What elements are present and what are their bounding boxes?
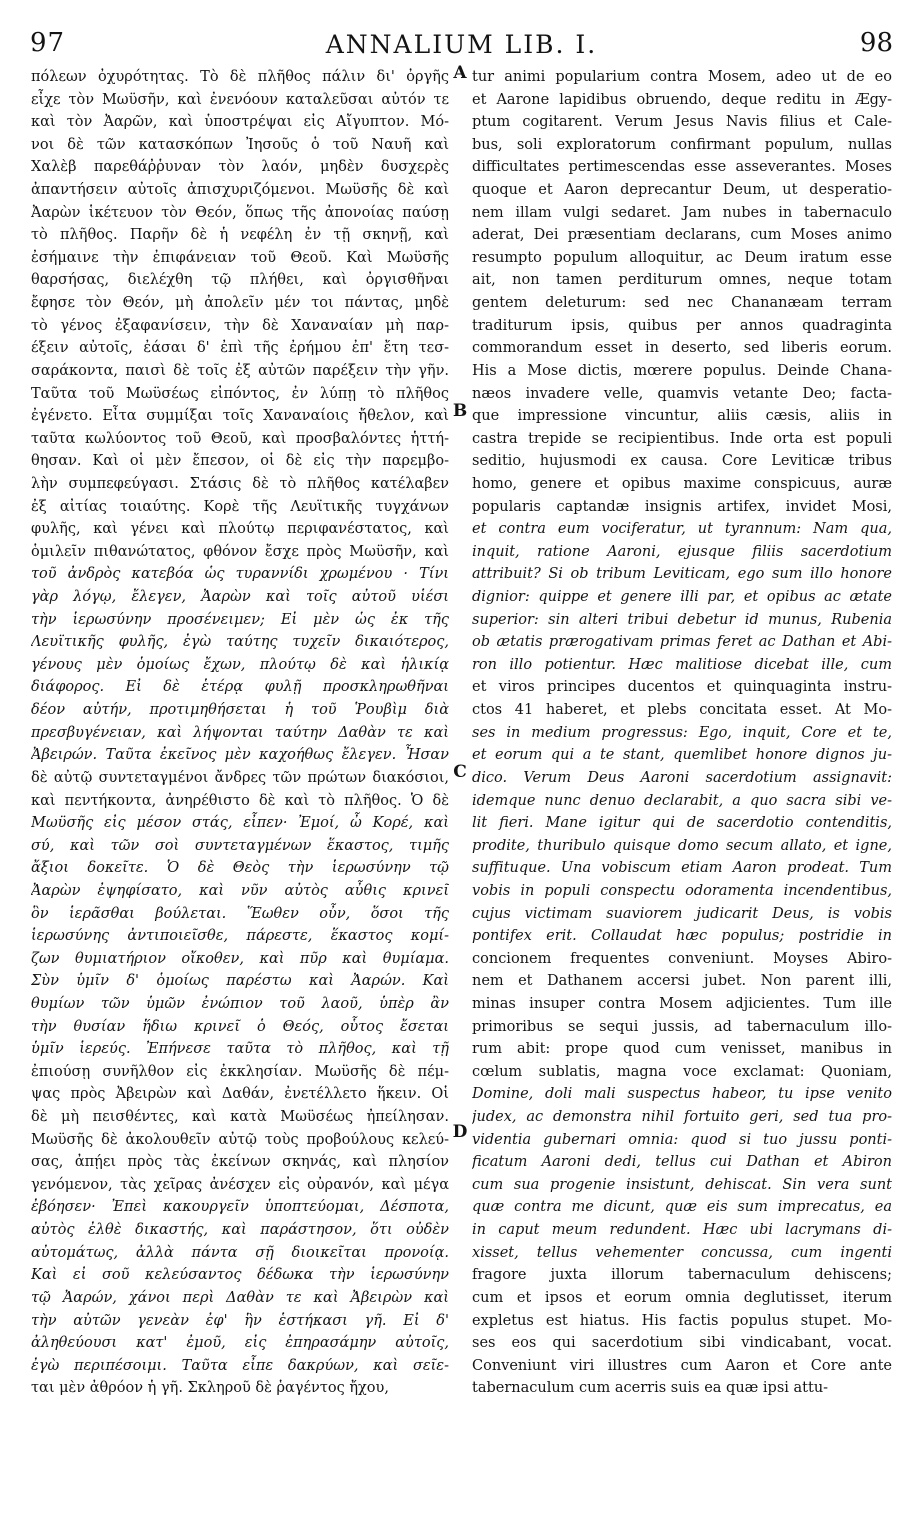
- greek-text-line: τὸ γένος ἐξαφανίσειν, τὴν δὲ Χαναναίαν μὴ παρ-: [31, 317, 449, 334]
- latin-text-line: cum sua progenie insistunt, dehiscat. Sin vera sunt: [472, 1176, 892, 1193]
- latin-text-line: cum et ipsos et eorum omnia deglutisset, iterum: [472, 1289, 892, 1306]
- latin-text-line: traditurum ipsis, quibus per annos quadraginta: [472, 317, 892, 334]
- latin-text-line: fragore juxta illorum tabernaculum dehiscens;: [472, 1267, 892, 1284]
- greek-text-line: γενόμενον, τὰς χεῖρας ἀνέσχεν εἰς οὐρανόν, καὶ μέγα: [31, 1176, 449, 1193]
- latin-text-line: et eorum qui a te stant, quemlibet honore dignos ju-: [472, 747, 892, 764]
- greek-text-line: ὃν ἱερᾶσθαι βούλεται. Ἕωθεν οὖν, ὅσοι τῆς: [31, 905, 449, 922]
- latin-text-line: tabernaculum cum acerris suis ea quæ ipsi attu-: [472, 1380, 829, 1397]
- greek-text-line: Μωϋσῆς δὲ ἀκολουθεῖν αὐτῷ τοὺς προβούλους κελεύ-: [31, 1131, 449, 1148]
- greek-text-line: αὐτὸς ἐλθὲ δικαστής, καὶ παράστησον, ὅτι οὐδὲν: [31, 1222, 449, 1239]
- latin-text-line: Domine, doli mali suspectus habeor, tu ipse venito: [472, 1086, 892, 1103]
- latin-text-line: in caput meum redundent. Hæc ubi lacrymans di-: [472, 1222, 892, 1239]
- page-number-left: 97: [30, 28, 66, 58]
- latin-text-line: His a Mose dictis, mœrere populus. Deinde Chana-: [472, 362, 892, 379]
- section-marker-c: C: [453, 762, 467, 782]
- latin-text-line: seditio, hujusmodi ex causa. Core Leviticæ tribus: [472, 453, 892, 470]
- greek-text-line: Καὶ εἰ σοῦ κελεύσαντος δέδωκα τὴν ἱερωσύνην: [31, 1267, 449, 1284]
- section-marker-b: B: [452, 401, 468, 421]
- greek-text-line: ἀπαντήσειν αὐτοῖς ἀπισχυριζόμενοι. Μωϋσῆς δὲ καὶ: [31, 182, 449, 199]
- greek-text-line: ἐβόησεν· Ἐπεὶ κακουργεῖν ὑποπτεύομαι, Δέσποτα,: [31, 1199, 449, 1216]
- greek-text-line: θαρσήσας, διελέχθη τῷ πλήθει, καὶ ὀργισθῆναι: [31, 272, 449, 289]
- latin-text-line: commorandum esset in deserto, sed liberis eorum.: [472, 340, 892, 357]
- greek-text-line: Σὺν ὑμῖν δ' ὁμοίως παρέστω καὶ Ἀαρών. Καὶ: [31, 973, 449, 990]
- latin-text-line: expletus est hiatus. His factis populus stupet. Mo-: [472, 1312, 892, 1329]
- page-number-right: 98: [859, 28, 893, 58]
- latin-text-line: et Aarone lapidibus obruendo, deque reditu in Ægy-: [472, 91, 892, 108]
- greek-text-line: ὁμιλεῖν πιθανώτατος, φθόνον ἔσχε πρὸς Μωϋσῆν, καὶ: [31, 543, 449, 560]
- latin-text-line: prodite, thuribulo quisque domo secum allato, et igne,: [472, 837, 892, 854]
- latin-text-line: minas insuper contra Mosem adjicientes. Tum ille: [472, 995, 892, 1012]
- latin-text-line: bus, soli exploratorum confirmant populum, nullas: [472, 136, 892, 153]
- greek-text-line: ἀληθεύουσι κατ' ἐμοῦ, εἰς ἐπηρασάμην αὐτοῖς,: [31, 1335, 449, 1352]
- running-header: [30, 28, 893, 58]
- greek-text-line: ἐπιούσῃ συνῆλθον εἰς ἐκκλησίαν. Μωϋσῆς δὲ πέμ-: [31, 1063, 449, 1080]
- greek-text-line: ἐγένετο. Εἶτα συμμίξαι τοῖς Χαναναίοις ἤθελον, καὶ: [31, 408, 449, 425]
- greek-text-line: Ἀαρὼν ἐψηφίσατο, καὶ νῦν αὐτὸς αὖθις κρινεῖ: [31, 882, 449, 899]
- latin-text-line: pontifex erit. Collaudat hæc populus; postridie in: [472, 928, 892, 945]
- greek-text-line: πρεσβυγένειαν, καὶ λήψονται ταύτην Δαθὰν τε καὶ: [31, 724, 449, 741]
- greek-text-line: αὐτομάτως, ἀλλὰ πάντα σῇ διοικεῖται προνοίᾳ.: [31, 1244, 449, 1261]
- latin-text-line: xisset, tellus vehementer concussa, cum ingenti: [472, 1244, 892, 1261]
- greek-text-line: Ἀβειρών. Ταῦτα ἐκεῖνος μὲν καχοήθως ἔλεγεν. Ἦσαν: [31, 747, 449, 764]
- latin-text-line: rum abit: prope quod cum venisset, manibus in: [472, 1041, 892, 1058]
- greek-text-line: Ἀαρὼν ἱκέτευον τὸν Θεόν, ὅπως τῆς ἀπονοίας παύσῃ: [31, 204, 449, 221]
- greek-text-line: θυμίων τῶν ὑμῶν ἐνώπιον τοῦ λαοῦ, ὑπὲρ ἂν: [31, 995, 449, 1012]
- greek-text-line: τοῦ ἀνδρὸς κατεβόα ὡς τυραννίδι χρωμένου · Τίνι: [31, 566, 449, 583]
- latin-text-line: idemque nunc denuo declarabit, a quo sacra sibi ve-: [472, 792, 892, 809]
- greek-text-line: ται μὲν ἀθρόον ἡ γῆ. Σκληροῦ δὲ ῥαγέντος ἤχου,: [31, 1380, 389, 1397]
- latin-text-line: næos invadere velle, quamvis vetante Deo; facta-: [472, 385, 892, 402]
- latin-text-line: aderat, Dei præsentiam declarans, cum Moses animo: [472, 227, 892, 244]
- greek-column: [31, 66, 449, 1400]
- latin-text-line: ctos 41 haberet, et plebs concitata esset. At Mo-: [472, 702, 892, 719]
- latin-text-line: ses in medium progressus: Ego, inquit, Core et te,: [472, 724, 892, 741]
- greek-text-line: δὲ αὐτῷ συντεταγμένοι ἄνδρες τῶν πρώτων διακόσιοι,: [31, 769, 449, 786]
- greek-text-line: τὴν θυσίαν ἥδιω κρινεῖ ὁ Θεός, οὗτος ἔσεται: [31, 1018, 449, 1035]
- greek-text-line: ἐγὼ περιπέσοιμι. Ταῦτα εἶπε δακρύων, καὶ σεῖε-: [31, 1357, 449, 1374]
- latin-text-line: ron illo potientur. Hæc malitiose dicebat ille, cum: [472, 656, 892, 673]
- greek-text-line: πόλεων ὀχυρότητας. Τὸ δὲ πλῆθος πάλιν δι' ὀργῆς: [31, 69, 449, 85]
- latin-text-line: ficatum Aaroni dedi, tellus cui Dathan et Abiron: [472, 1154, 892, 1171]
- section-marker-d: D: [452, 1122, 468, 1142]
- greek-text-line: γὰρ λόγῳ, ἔλεγεν, Ἀαρὼν καὶ τοῖς αὐτοῦ υἱέσι: [31, 589, 449, 606]
- latin-text-line: ob ætatis prærogativam primas feret ac Dathan et Abi-: [472, 634, 892, 651]
- latin-text-line: difficultates pertimescendas esse asseverantes. Moses: [472, 159, 892, 176]
- latin-text-line: videntia gubernari omnia: quod si tuo jussu ponti-: [472, 1131, 892, 1148]
- latin-text-line: resumpto populum alloquitur, ac Deum iratum esse: [472, 249, 892, 266]
- latin-text-line: nem illam vulgi sedaret. Jam nubes in tabernaculo: [472, 204, 892, 221]
- greek-text-line: σύ, καὶ τῶν σοὶ συντεταγμένων ἕκαστος, τιμῆς: [31, 837, 449, 854]
- latin-text-line: popularis captandæ insignis artifex, invidet Mosi,: [472, 498, 892, 515]
- latin-text-line: primoribus se sequi jussis, ad tabernaculum illo-: [472, 1018, 892, 1035]
- greek-text-line: φυλῆς, καὶ γένει καὶ πλούτῳ περιφανέστατος, καὶ: [31, 521, 449, 538]
- latin-text-line: ait, non tamen perditurum omnes, neque totam: [472, 272, 892, 289]
- latin-text-line: inquit, ratione Aaroni, ejusque filiis sacerdotium: [472, 543, 892, 560]
- greek-text-line: ταῦτα κωλύοντος τοῦ Θεοῦ, καὶ προσβαλόντες ἡττή-: [31, 430, 449, 447]
- latin-text-line: superior: sin alteri tribui debetur id munus, Rubenia: [472, 611, 892, 628]
- latin-text-line: quoque et Aaron deprecantur Deum, ut desperatio-: [472, 182, 892, 199]
- greek-text-line: σας, ἀπῄει πρὸς τὰς ἐκείνων σκηνάς, καὶ πλησίον: [31, 1154, 449, 1171]
- greek-text-line: ψας πρὸς Ἀβειρὼν καὶ Δαθάν, ἐνετέλλετο ἥκειν. Οἱ: [31, 1086, 449, 1103]
- latin-text-line: et contra eum vociferatur, ut tyrannum: Nam qua,: [472, 521, 892, 538]
- latin-text-line: judex, ac demonstra nihil fortuito geri, sed tua pro-: [472, 1109, 892, 1126]
- latin-text-line: suffituque. Una vobiscum etiam Aaron prodeat. Tum: [472, 860, 892, 877]
- greek-text-line: ἄξιοι δοκεῖτε. Ὁ δὲ Θεὸς τὴν ἱερωσύνην τῷ: [31, 860, 449, 877]
- greek-text-line: δὲ μὴ πεισθέντες, καὶ κατὰ Μωϋσέως ἠπείλησαν.: [31, 1109, 449, 1126]
- latin-text-line: attribuit? Si ob tribum Leviticam, ego sum illo honore: [472, 566, 892, 583]
- greek-text-line: τὸ πλῆθος. Παρῆν δὲ ἡ νεφέλη ἐν τῇ σκηνῇ, καὶ: [31, 227, 449, 244]
- greek-text-line: ἔφησε τὸν Θεόν, μὴ ἀπολεῖν μέν τοι πάντας, μηδὲ: [31, 295, 449, 312]
- greek-text-line: θησαν. Καὶ οἱ μὲν ἔπεσον, οἱ δὲ εἰς τὴν παρεμβο-: [31, 453, 449, 470]
- greek-text-line: καὶ τὸν Ἀαρῶν, καὶ ὑποστρέψαι εἰς Αἴγυπτον. Μό-: [31, 114, 449, 131]
- latin-text-line: nem et Dathanem accersi jubet. Non parent illi,: [472, 973, 892, 990]
- latin-text-line: Conveniunt viri illustres cum Aaron et Core ante: [472, 1357, 892, 1374]
- latin-text-line: lit fieri. Mane igitur qui de sacerdotio contenditis,: [472, 815, 892, 832]
- latin-text-line: castra trepide se recipientibus. Inde orta est populi: [472, 430, 892, 447]
- greek-text-line: τὴν αὐτῶν γενεὰν ἐφ' ἣν ἑστήκασι γῆ. Εἰ δ': [31, 1312, 449, 1329]
- running-title: ANNALIUM LIB. I.: [325, 30, 598, 59]
- greek-text-line: γένους μὲν ὁμοίως ἔχων, πλούτῳ δὲ καὶ ἡλικίᾳ: [31, 656, 449, 673]
- latin-text-line: cœlum sublatis, magna voce exclamat: Quoniam,: [472, 1063, 892, 1080]
- latin-text-line: concionem frequentes conveniunt. Moyses Abiro-: [472, 950, 892, 967]
- greek-text-line: δέον αὐτήν, προτιμηθήσεται ἡ τοῦ Ῥουβὶμ διὰ: [31, 702, 449, 719]
- latin-text-line: et viros principes ducentos et quinquaginta instru-: [472, 679, 892, 696]
- greek-text-line: ἐξ αἰτίας τοιαύτης. Κορὲ τῆς Λευϊτικῆς τυγχάνων: [31, 498, 449, 515]
- latin-text-line: homo, genere et opibus maxime conspicuus, auræ: [472, 475, 892, 492]
- latin-text-line: quæ contra me dicunt, quæ eis sum imprecatus, ea: [472, 1199, 892, 1216]
- greek-text-line: Λευϊτικῆς φυλῆς, ἐγὼ ταύτης τυχεῖν δικαιότερος,: [31, 634, 449, 651]
- latin-text-line: tur animi popularium contra Mosem, adeo ut de eo: [472, 69, 892, 85]
- section-marker-a: A: [453, 63, 467, 83]
- greek-text-line: ζων θυμιατήριον οἴκοθεν, καὶ πῦρ καὶ θυμίαμα.: [31, 950, 449, 967]
- greek-text-line: καὶ πεντήκοντα, ἀνηρέθιστο δὲ καὶ τὸ πλῆθος. Ὁ δὲ: [31, 792, 449, 809]
- greek-text-line: έξειν αὐτοῖς, ἐάσαι δ' ἐπὶ τῆς ἐρήμου ἐπ' ἔτη τεσ-: [31, 340, 449, 357]
- greek-text-line: Ταῦτα τοῦ Μωϋσέως εἰπόντος, ἐν λύπῃ τὸ πλῆθος: [31, 385, 449, 402]
- latin-text-line: dignior: quippe et genere illi par, et opibus ac ætate: [472, 589, 892, 606]
- latin-text-line: vobis in populi conspectu odoramenta incendentibus,: [472, 882, 892, 899]
- greek-text-line: λὴν συμπεφεύγασι. Στάσις δὲ τὸ πλῆθος κατέλαβεν: [31, 475, 449, 492]
- greek-text-line: ὑμῖν ἱερεύς. Ἐπήνεσε ταῦτα τὸ πλῆθος, καὶ τῇ: [31, 1041, 449, 1058]
- greek-text-line: νοι δὲ τῶν κατασκόπων Ἰησοῦς ὁ τοῦ Ναυῆ καὶ: [31, 136, 449, 153]
- greek-text-line: Μωϋσῆς εἰς μέσον στάς, εἶπεν· Ἐμοί, ὦ Κορέ, καὶ: [31, 815, 449, 832]
- latin-text-line: que impressione vincuntur, aliis cæsis, aliis in: [472, 408, 892, 425]
- latin-text-line: gentem deleturum: sed nec Chananæam terram: [472, 295, 892, 312]
- latin-text-line: ptum cogitarent. Verum Jesus Navis filius et Cale-: [472, 114, 892, 131]
- greek-text-line: τὴν ἱερωσύνην προσένειμεν; Εἰ μὲν ὡς ἐκ τῆς: [31, 611, 449, 628]
- latin-column: [472, 66, 892, 1400]
- latin-text-line: dico. Verum Deus Aaroni sacerdotium assignavit:: [472, 769, 892, 786]
- greek-text-line: τῷ Ἀαρών, χάνοι περὶ Δαθὰν τε καὶ Ἀβειρὼν καὶ: [31, 1289, 449, 1306]
- greek-text-line: ἱερωσύνης ἀντιποιεῖσθε, πάρεστε, ἕκαστος κομί-: [31, 928, 449, 945]
- greek-text-line: διάφορος. Εἰ δὲ ἑτέρᾳ φυλῇ προσκληρωθῆναι: [31, 679, 449, 696]
- latin-text-line: ses eos qui sacerdotium sibi vindicabant, vocat.: [472, 1335, 892, 1352]
- greek-text-line: ἐσήμαινε τὴν ἐπιφάνειαν τοῦ Θεοῦ. Καὶ Μωϋσῆς: [31, 249, 449, 266]
- greek-text-line: εἶχε τὸν Μωϋσῆν, καὶ ἐνενόουν καταλεῦσαι αὐτόν τε: [31, 91, 449, 108]
- greek-text-line: σαράκοντα, παισὶ δὲ τοῖς ἐξ αὐτῶν παρέξειν τὴν γῆν.: [31, 362, 449, 379]
- latin-text-line: cujus victimam suaviorem judicarit Deus, is vobis: [472, 905, 892, 922]
- greek-text-line: Χαλὲβ παρεθάῤῥυναν τὸν λαόν, μηδὲν δυσχερὲς: [31, 159, 449, 176]
